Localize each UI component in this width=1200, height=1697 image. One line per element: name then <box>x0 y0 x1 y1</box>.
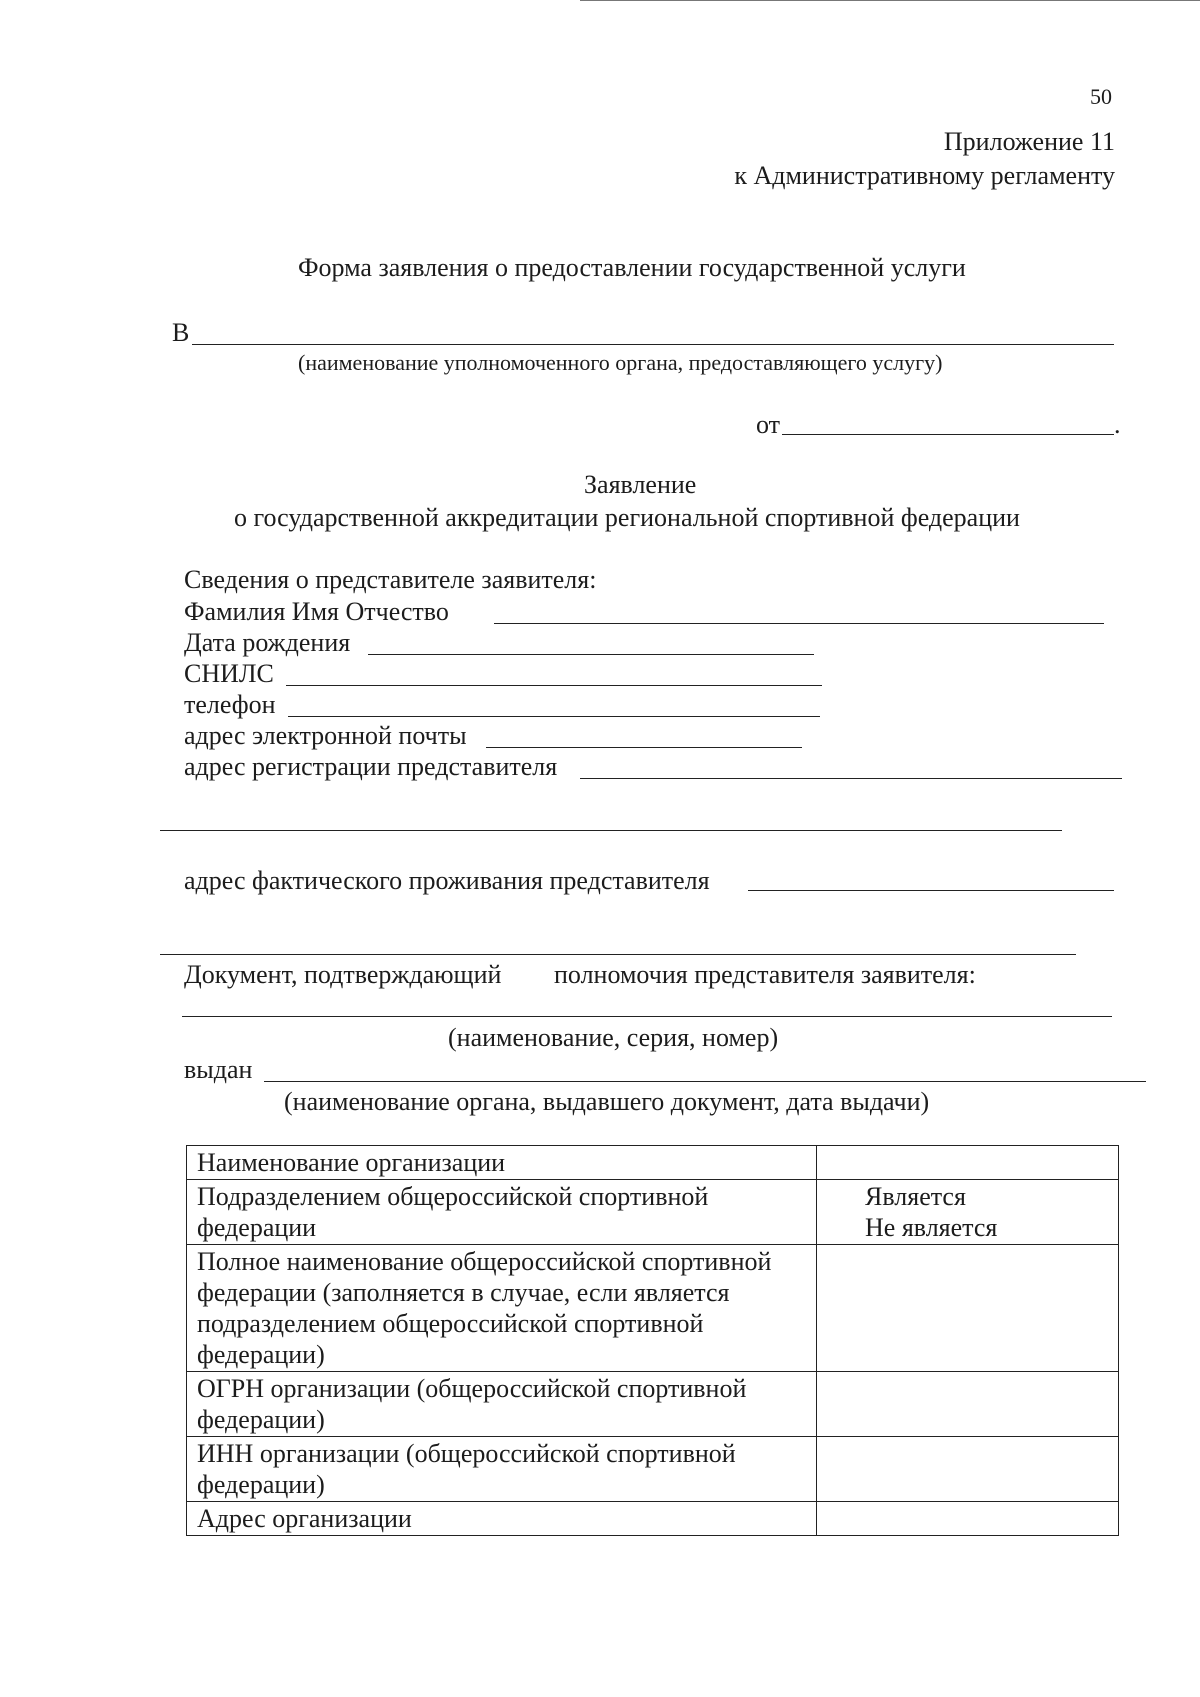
subdivision-label: Подразделением общероссийской спортивной федерации <box>197 1182 709 1242</box>
full-federation-name-value-cell[interactable] <box>817 1245 1119 1372</box>
registration-address-field-line[interactable] <box>580 778 1122 779</box>
scan-edge-line <box>580 0 1200 1</box>
option-is[interactable]: Является <box>865 1182 966 1211</box>
snils-field-line[interactable] <box>286 685 822 686</box>
org-name-value-cell[interactable] <box>817 1146 1119 1180</box>
email-field-line[interactable] <box>486 747 802 748</box>
row-label <box>187 1372 817 1437</box>
email-label: адрес электронной почты <box>184 721 467 750</box>
table-row <box>187 1502 1119 1536</box>
option-is-not[interactable]: Не является <box>865 1213 998 1242</box>
from-suffix: . <box>1114 410 1121 439</box>
birth-date-field-line[interactable] <box>368 654 814 655</box>
row-label <box>187 1180 817 1245</box>
issued-field-line[interactable] <box>264 1081 1146 1082</box>
snils-label: СНИЛС <box>184 659 274 688</box>
recipient-field-line[interactable] <box>192 344 1114 345</box>
authority-doc-label-part1: Документ, подтверждающий <box>184 960 502 989</box>
actual-address-field-line[interactable] <box>748 890 1114 891</box>
full-name-label: Фамилия Имя Отчество <box>184 597 449 626</box>
authority-doc-field-line[interactable] <box>182 1016 1112 1017</box>
authority-doc-label-part2: полномочия представителя заявителя: <box>554 960 976 989</box>
authority-doc-caption: (наименование, серия, номер) <box>448 1023 779 1052</box>
ogrn-value-cell[interactable] <box>817 1372 1119 1437</box>
row-label <box>187 1245 817 1372</box>
full-name-field-line[interactable] <box>494 623 1104 624</box>
issued-label: выдан <box>184 1055 253 1084</box>
actual-address-field-line-2[interactable] <box>160 954 1076 955</box>
phone-field-line[interactable] <box>288 716 820 717</box>
registration-address-label: адрес регистрации представителя <box>184 752 558 781</box>
org-address-label: Адрес организации <box>197 1504 412 1533</box>
table-row <box>187 1437 1119 1502</box>
organization-table <box>186 1145 1119 1536</box>
form-title: Форма заявления о предоставлении государственной услуги <box>298 253 966 282</box>
recipient-prefix: В <box>172 318 190 347</box>
registration-address-field-line-2[interactable] <box>160 830 1062 831</box>
birth-date-label: Дата рождения <box>184 628 351 657</box>
page-number: 50 <box>1090 84 1112 109</box>
inn-label: ИНН организации (общероссийской спортивной федерации) <box>197 1439 736 1499</box>
representative-heading: Сведения о представителе заявителя: <box>184 565 597 594</box>
full-federation-name-label: Полное наименование общероссийской спортивной федерации (заполняется в случае, если является подразделением общероссийской спортивной федерации) <box>197 1247 772 1369</box>
inn-value-cell[interactable] <box>817 1437 1119 1502</box>
org-address-value-cell[interactable] <box>817 1502 1119 1536</box>
ogrn-label: ОГРН организации (общероссийской спортивной федерации) <box>197 1374 747 1434</box>
phone-label: телефон <box>184 690 276 719</box>
table-row <box>187 1245 1119 1372</box>
appendix-number: Приложение 11 <box>943 127 1115 156</box>
table-row <box>187 1372 1119 1437</box>
table-row <box>187 1146 1119 1180</box>
actual-address-label: адрес фактического проживания представителя <box>184 866 710 895</box>
statement-subtitle: о государственной аккредитации региональной спортивной федерации <box>234 503 1020 532</box>
issued-caption: (наименование органа, выдавшего документ, дата выдачи) <box>284 1087 930 1116</box>
appendix-reference: к Административному регламенту <box>734 161 1115 190</box>
row-label <box>187 1502 817 1536</box>
subdivision-value-cell[interactable] <box>817 1180 1119 1245</box>
row-label <box>187 1146 817 1180</box>
from-label: от <box>756 410 781 439</box>
row-label <box>187 1437 817 1502</box>
from-field-line[interactable] <box>782 434 1114 435</box>
table-row <box>187 1180 1119 1245</box>
statement-title: Заявление <box>584 470 697 499</box>
recipient-caption: (наименование уполномоченного органа, предоставляющего услугу) <box>298 350 943 375</box>
org-name-label: Наименование организации <box>197 1148 506 1177</box>
